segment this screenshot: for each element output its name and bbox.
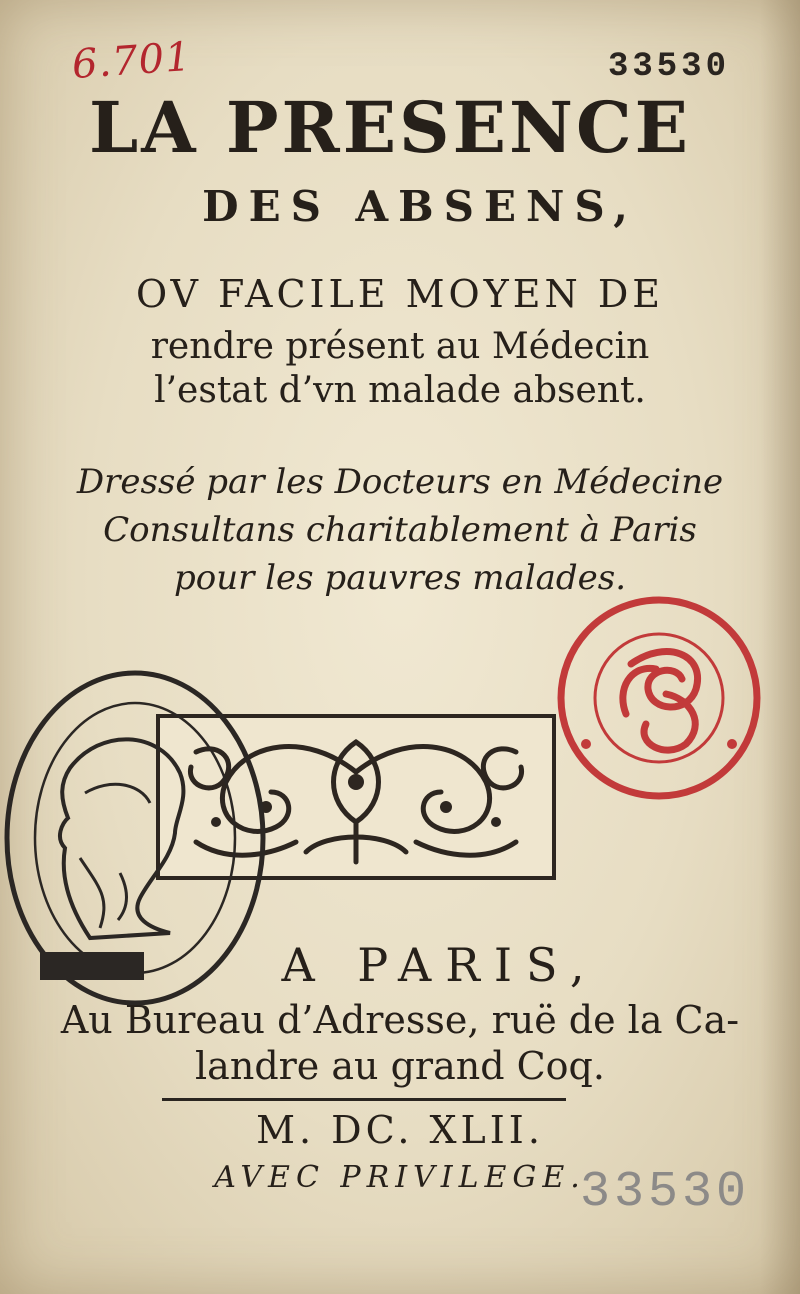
subtitle-line-1: OV FACILE MOYEN DE xyxy=(135,272,665,316)
imprint-date: M. DC. XLII. xyxy=(256,1108,544,1152)
title-line-1: LA PRESENCE xyxy=(88,86,692,169)
subtitle-line-3: l’estat d’vn malade absent. xyxy=(154,370,646,411)
imprint-privilege: AVEC PRIVILEGE. xyxy=(214,1160,586,1195)
title-line-2: DES ABSENS, xyxy=(202,182,638,231)
authors-line-2: Consultans charitablement à Paris xyxy=(103,510,697,550)
authors-line-1: Dressé par les Docteurs en Médecine xyxy=(76,462,724,502)
authors-line-3: pour les pauvres malades. xyxy=(173,558,626,598)
imprint-address-line-2: landre au grand Coq. xyxy=(195,1044,605,1088)
imprint-address-line-1: Au Bureau d’Adresse, ruë de la Ca- xyxy=(60,998,740,1042)
subtitle-line-2: rendre présent au Médecin xyxy=(150,326,650,367)
imprint-place: A PARIS, xyxy=(281,938,599,992)
handwritten-shelfmark: 6.701 xyxy=(70,33,193,89)
bibliotheque-chirurgie-stamp-icon xyxy=(556,594,762,802)
catalog-number-bottom: 33530 xyxy=(579,1164,750,1221)
catalog-number-top: 33530 xyxy=(607,48,730,86)
imprint-divider xyxy=(162,1098,566,1101)
